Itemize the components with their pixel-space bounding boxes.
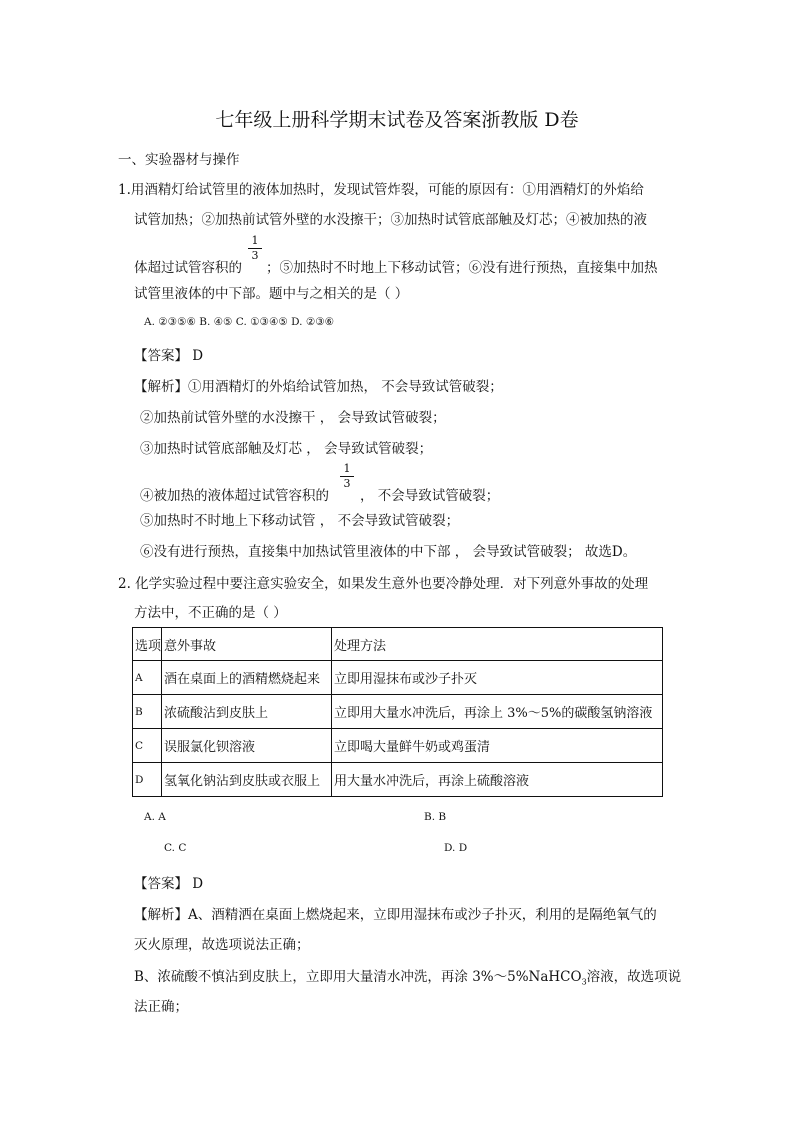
table-header-cell: 选项 bbox=[133, 628, 162, 661]
q2-answer: 【答案】 D bbox=[134, 876, 204, 892]
table-cell: 立即用大量水冲洗后，再涂上 3%～5%的碳酸氢钠溶液 bbox=[332, 695, 663, 729]
q2-analysis-3a: B、浓硫酸不慎沾到皮肤上，立即用大量清水冲洗，再涂 3%～5%NaHCO bbox=[134, 969, 582, 985]
table-row bbox=[133, 729, 663, 763]
q2-analysis-2: 灭火原理，故选项说法正确； bbox=[134, 937, 310, 953]
q2-line-1: 2. 化学实验过程中要注意实验安全，如果发生意外也要冷静处理．对下列意外事故的处理 bbox=[118, 576, 649, 592]
table-row bbox=[133, 695, 663, 729]
q2-analysis-1: 【解析】A、酒精洒在桌面上燃烧起来，立即用湿抹布或沙子扑灭，利用的是隔绝氧气的 bbox=[134, 907, 657, 923]
table-cell: C bbox=[133, 729, 162, 763]
q1-analysis-5: ⑤加热时不时地上下移动试管 ， 不会导致试管破裂； bbox=[140, 513, 460, 529]
section-heading: 一、实验器材与操作 bbox=[118, 152, 240, 168]
table-cell: A bbox=[133, 661, 162, 695]
table-header-cell: 处理方法 bbox=[332, 628, 663, 661]
q1-fraction bbox=[248, 235, 262, 262]
table-cell: B bbox=[133, 695, 162, 729]
table-cell: 误服氯化钡溶液 bbox=[162, 729, 332, 763]
q2-analysis-3 bbox=[134, 965, 681, 987]
q1-line-3b: ；⑤加热时不时地上下移动试管；⑥没有进行预热，直接集中加热 bbox=[266, 260, 658, 276]
fraction-denominator: 3 bbox=[343, 477, 351, 490]
q1-line-1: 1.用酒精灯给试管里的液体加热时，发现试管炸裂，可能的原因有：①用酒精灯的外焰给 bbox=[118, 182, 644, 198]
q2-analysis-4: 法正确； bbox=[134, 999, 188, 1015]
q1-analysis-2: ②加热前试管外壁的水没擦干 ， 会导致试管破裂； bbox=[140, 410, 446, 426]
q1-line-4: 试管里液体的中下部。题中与之相关的是（ ） bbox=[134, 286, 409, 302]
fraction-numerator: 1 bbox=[343, 462, 351, 475]
table-cell: 立即喝大量鲜牛奶或鸡蛋清 bbox=[332, 729, 663, 763]
table-cell: D bbox=[133, 763, 162, 797]
q1-line-2: 试管加热；②加热前试管外壁的水没擦干；③加热时试管底部触及灯芯；④被加热的液 bbox=[134, 212, 647, 228]
table-header-row bbox=[133, 628, 663, 661]
q2-analysis-3b: 溶液，故选项说 bbox=[586, 969, 682, 985]
q1-analysis-1: 【解析】①用酒精灯的外焰给试管加热， 不会导致试管破裂； bbox=[134, 379, 503, 395]
q1-options: A. ②③⑤⑥ B. ④⑤ C. ①③④⑤ D. ②③⑥ bbox=[144, 316, 335, 328]
table-cell: 用大量水冲洗后，再涂上硫酸溶液 bbox=[332, 763, 663, 797]
q2-option-c: C. C bbox=[164, 842, 187, 854]
q1-analysis-6: ⑥没有进行预热，直接集中加热试管里液体的中下部 ， 会导致试管破裂； 故选D。 bbox=[140, 544, 637, 560]
table-cell: 酒在桌面上的酒精燃烧起来 bbox=[162, 661, 332, 695]
page-title: 七年级上册科学期末试卷及答案浙教版 D卷 bbox=[215, 109, 579, 131]
table-row bbox=[133, 763, 663, 797]
q2-table bbox=[132, 627, 663, 797]
fraction-denominator: 3 bbox=[251, 249, 259, 262]
q2-option-a: A. A bbox=[144, 811, 166, 823]
q2-option-d: D. D bbox=[444, 842, 468, 854]
q2-option-b: B. B bbox=[424, 811, 447, 823]
q1-line-3a: 体超过试管容积的 bbox=[134, 260, 242, 276]
q1-analysis-4a: ④被加热的液体超过试管容积的 bbox=[140, 488, 329, 504]
table-row bbox=[133, 661, 663, 695]
q1-analysis-3: ③加热时试管底部触及灯芯 ， 会导致试管破裂； bbox=[140, 441, 433, 457]
table-cell: 浓硫酸沾到皮肤上 bbox=[162, 695, 332, 729]
q1-analysis-4b: ， 不会导致试管破裂； bbox=[360, 488, 500, 504]
table-header-cell: 意外事故 bbox=[162, 628, 332, 661]
subscript: 3 bbox=[581, 977, 587, 987]
q1-analysis-fraction bbox=[340, 463, 354, 490]
fraction-numerator: 1 bbox=[251, 234, 259, 247]
q1-answer: 【答案】 D bbox=[134, 348, 204, 364]
table-cell: 氢氧化钠沾到皮肤或衣服上 bbox=[162, 763, 332, 797]
q2-line-2: 方法中，不正确的是（ ） bbox=[134, 605, 287, 621]
table-cell: 立即用湿抹布或沙子扑灭 bbox=[332, 661, 663, 695]
